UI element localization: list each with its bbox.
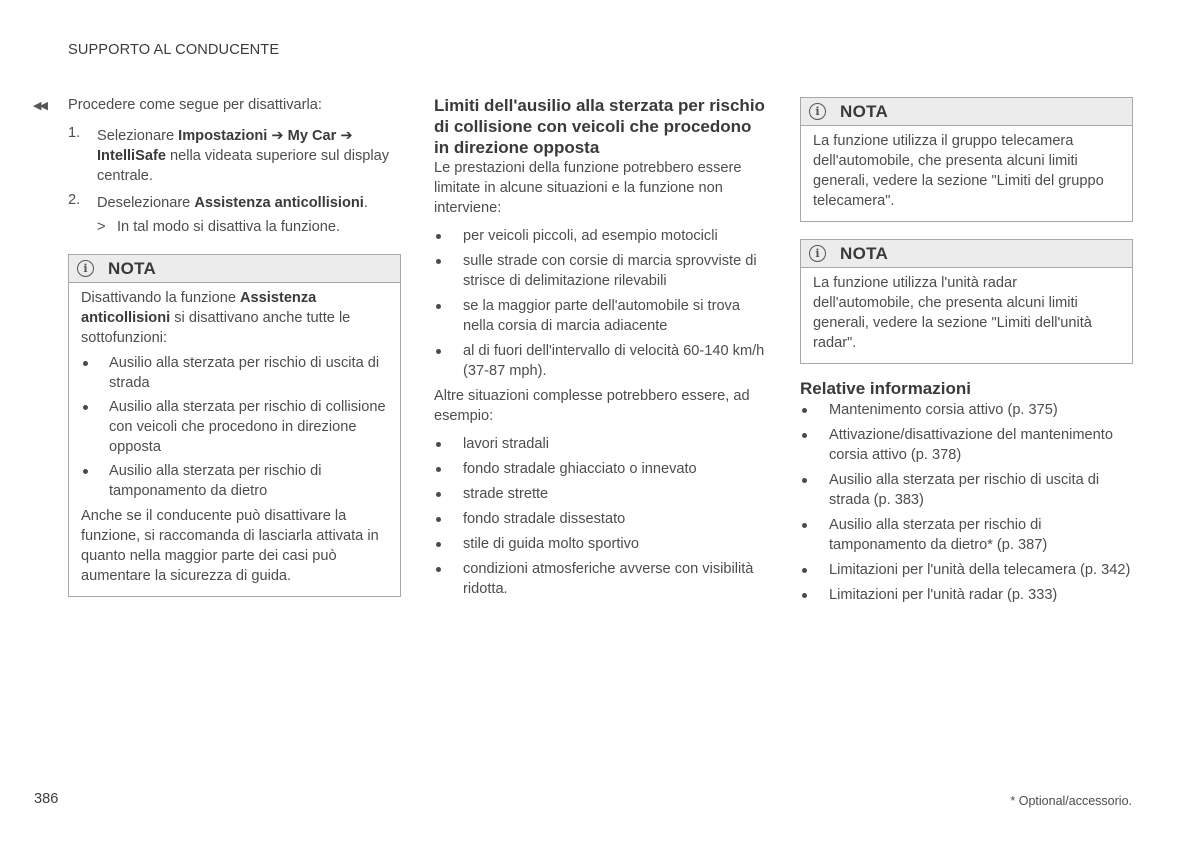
column-left — [68, 94, 401, 597]
section-header: SUPPORTO AL CONDUCENTE — [68, 42, 280, 58]
limitations-list — [434, 226, 769, 381]
note-text: La funzione utilizza l'unità radar dell'automobile, che presenta alcuni limiti generali, vedere la sezione "Limiti dell'unità radar". — [813, 275, 1092, 351]
step-number: 2. — [68, 192, 81, 208]
list-item: strade strette — [434, 484, 769, 504]
list-item: condizioni atmosferiche avverse con visibilità ridotta. — [434, 559, 769, 599]
list-item: sulle strade con corsie di marcia sprovviste di strisce di delimitazione rilevabili — [434, 251, 769, 291]
info-icon: i — [809, 245, 826, 262]
related-link[interactable]: Ausilio alla sterzata per rischio di tamponamento da dietro* (p. 387) — [800, 515, 1133, 555]
step-item — [68, 193, 401, 237]
related-link[interactable]: Limitazioni per l'unità radar (p. 333) — [800, 585, 1133, 605]
note-box — [68, 254, 401, 597]
related-link[interactable]: Ausilio alla sterzata per rischio di uscita di strada (p. 383) — [800, 470, 1133, 510]
function-name: Assistenza anticollisioni — [81, 290, 317, 326]
note-text: si disattivano anche tutte le sottofunzioni: — [81, 310, 351, 346]
note-title: NOTA — [840, 243, 889, 263]
list-item: al di fuori dell'intervallo di velocità 60-140 km/h (37-87 mph). — [434, 341, 769, 381]
note-header — [801, 98, 1132, 126]
list-item: se la maggior parte dell'automobile si trova nella corsia di marcia adiacente — [434, 296, 769, 336]
list-item: stile di guida molto sportivo — [434, 534, 769, 554]
list-item: Ausilio alla sterzata per rischio di tamponamento da dietro — [81, 461, 388, 501]
list-item: lavori stradali — [434, 434, 769, 454]
list-item: Ausilio alla sterzata per rischio di uscita di strada — [81, 353, 388, 393]
note-text: Disattivando la funzione — [81, 290, 241, 306]
note-body — [69, 283, 400, 596]
menu-path-intellisafe: IntelliSafe — [97, 148, 166, 164]
note-header — [801, 240, 1132, 268]
menu-path-settings: Impostazioni — [178, 128, 268, 144]
footnote: * Optional/accessorio. — [1010, 794, 1132, 808]
step-result — [97, 217, 401, 237]
arrow-right-icon: ➔ — [336, 128, 353, 144]
list-item: fondo stradale dissestato — [434, 509, 769, 529]
info-icon: i — [809, 103, 826, 120]
step-text: Deselezionare — [97, 195, 195, 211]
note-title: NOTA — [108, 258, 157, 278]
note-outro: Anche se il conducente può disattivare la funzione, si raccomanda di lasciarla attivata in quanto nella maggior parte dei casi può aumentare la sicurezza di guida. — [81, 508, 379, 584]
steps-list — [68, 126, 401, 237]
menu-path-mycar: My Car — [287, 128, 337, 144]
result-marker: > — [97, 219, 106, 235]
intro-text: Procedere come segue per disattivarla: — [68, 97, 322, 113]
page-number: 386 — [34, 791, 59, 807]
result-text: In tal modo si disattiva la funzione. — [117, 219, 341, 235]
note-box — [800, 97, 1133, 222]
step-item — [68, 126, 401, 186]
related-link[interactable]: Limitazioni per l'unità della telecamera (p. 342) — [800, 560, 1133, 580]
related-link[interactable]: Mantenimento corsia attivo (p. 375) — [800, 400, 1133, 420]
subfunction-list — [81, 353, 388, 501]
list-item: fondo stradale ghiacciato o innevato — [434, 459, 769, 479]
note-title: NOTA — [840, 101, 889, 121]
setting-name: Assistenza anticollisioni — [194, 195, 364, 211]
note-box — [800, 239, 1133, 364]
column-right — [800, 94, 1133, 610]
related-link[interactable]: Attivazione/disattivazione del mantenimento corsia attivo (p. 378) — [800, 425, 1133, 465]
related-heading: Relative informazioni — [800, 379, 971, 398]
continued-arrows-icon: ◀◀ — [33, 100, 46, 112]
lead-text: Le prestazioni della funzione potrebbero essere limitate in alcune situazioni e la funzione non interviene: — [434, 160, 742, 216]
step-text: nella videata superiore sul display centrale. — [97, 148, 390, 184]
step-number: 1. — [68, 125, 81, 141]
info-icon: i — [77, 260, 94, 277]
situations-list — [434, 434, 769, 599]
note-header — [69, 255, 400, 283]
note-intro — [81, 288, 388, 348]
list-item: per veicoli piccoli, ad esempio motocicli — [434, 226, 769, 246]
arrow-right-icon: ➔ — [267, 128, 288, 144]
step-text: Selezionare — [97, 128, 179, 144]
note-body — [801, 126, 1132, 221]
note-text: La funzione utilizza il gruppo telecamera dell'automobile, che presenta alcuni limiti generali, vedere la sezione "Limiti del gruppo telecamera". — [813, 133, 1104, 209]
section-heading: Limiti dell'ausilio alla sterzata per rischio di collisione con veicoli che procedono in direzione opposta — [434, 96, 765, 157]
paragraph: Altre situazioni complesse potrebbero essere, ad esempio: — [434, 388, 750, 424]
note-body — [801, 268, 1132, 363]
list-item: Ausilio alla sterzata per rischio di collisione con veicoli che procedono in direzione opposta — [81, 397, 388, 457]
related-links-list — [800, 400, 1133, 605]
column-middle — [434, 94, 769, 604]
step-text: . — [363, 195, 368, 211]
